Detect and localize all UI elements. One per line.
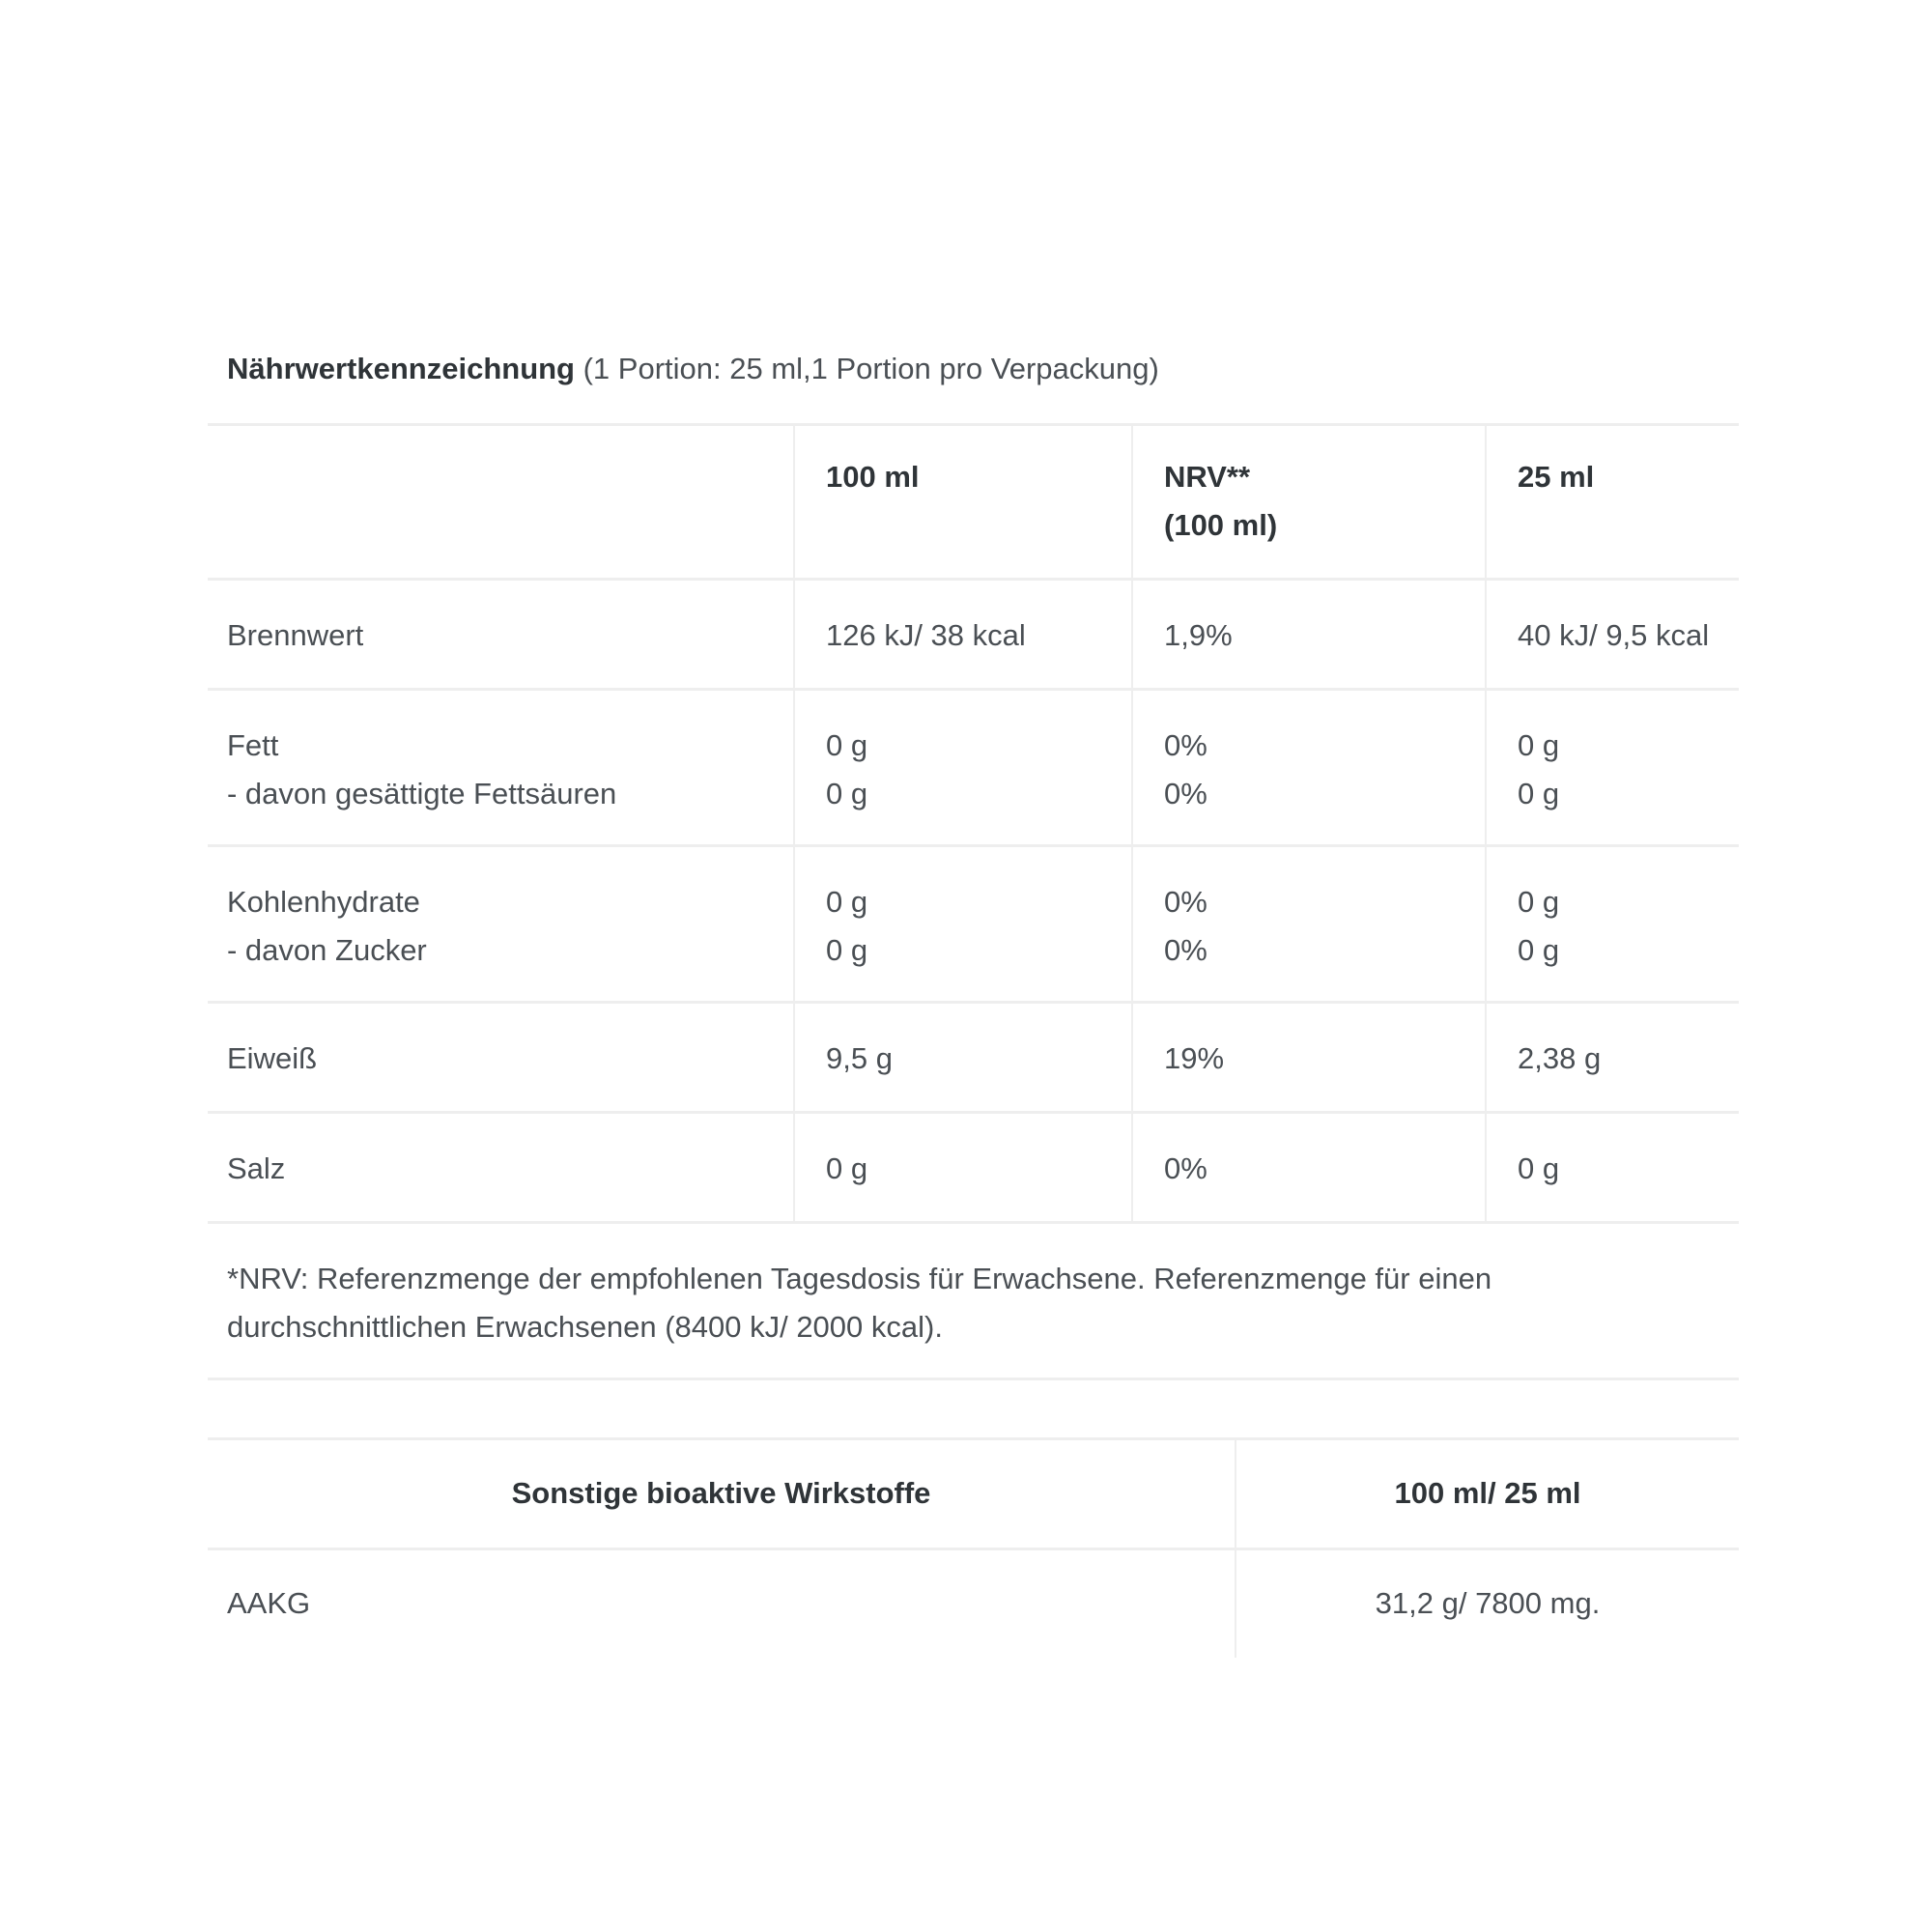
nrv-footnote: *NRV: Referenzmenge der empfohlenen Tagesdosis für Erwachsene. Referenzmenge für einen durchschnittlichen Erwachsenen (8400 kJ/ 2000 kcal). (208, 1223, 1739, 1379)
value-sub: 0% (1164, 933, 1208, 967)
value-per-25ml: 40 kJ/ 9,5 kcal (1486, 580, 1739, 690)
page-title (227, 350, 1159, 388)
value-per-100ml (794, 690, 1132, 846)
page-title-serving-info: (1 Portion: 25 ml,1 Portion pro Verpackung) (575, 352, 1159, 385)
header-per-25ml: 25 ml (1486, 425, 1739, 580)
value-main: 0 g (1518, 728, 1560, 762)
value-nrv: 19% (1132, 1003, 1486, 1113)
value-per-100ml: 0 g (794, 1113, 1132, 1223)
nutrient-name (208, 846, 794, 1003)
value-sub: 0 g (1518, 933, 1560, 967)
table-row-eiweiss (208, 1003, 1739, 1113)
page-title-bold: Nährwertkennzeichnung (227, 352, 575, 385)
header-bioactive-amount: 100 ml/ 25 ml (1236, 1439, 1739, 1549)
bioactive-value: 31,2 g/ 7800 mg. (1236, 1549, 1739, 1658)
value-per-100ml (794, 846, 1132, 1003)
value-nrv: 1,9% (1132, 580, 1486, 690)
nutrient-name-main: Fett (227, 728, 279, 762)
nutrient-name: Brennwert (208, 580, 794, 690)
header-bioactive-substances: Sonstige bioaktive Wirkstoffe (208, 1439, 1236, 1549)
header-nutrient (208, 425, 794, 580)
table-row-footnote (208, 1223, 1739, 1379)
header-nrv (1132, 425, 1486, 580)
nutrient-name (208, 690, 794, 846)
value-sub: 0 g (1518, 777, 1560, 810)
bioactive-header-row (208, 1439, 1739, 1549)
value-per-100ml: 9,5 g (794, 1003, 1132, 1113)
nutrient-name-sub: - davon gesättigte Fettsäuren (227, 777, 617, 810)
value-per-25ml: 0 g (1486, 1113, 1739, 1223)
value-per-25ml (1486, 846, 1739, 1003)
table-row-aakg (208, 1549, 1739, 1658)
nutrient-name: Salz (208, 1113, 794, 1223)
value-main: 0 g (1518, 885, 1560, 919)
value-main: 0 g (826, 728, 868, 762)
header-nrv-unit: (100 ml) (1164, 508, 1278, 542)
nutrient-name-sub: - davon Zucker (227, 933, 427, 967)
value-nrv (1132, 690, 1486, 846)
value-main: 0% (1164, 728, 1208, 762)
nutrient-name: Eiweiß (208, 1003, 794, 1113)
table-row-fett (208, 690, 1739, 846)
nutrient-name-main: Kohlenhydrate (227, 885, 420, 919)
value-main: 0 g (826, 885, 868, 919)
header-per-100ml: 100 ml (794, 425, 1132, 580)
nutrition-table (208, 423, 1739, 1380)
value-per-100ml: 126 kJ/ 38 kcal (794, 580, 1132, 690)
nutrition-header-row (208, 425, 1739, 580)
bioactive-table (208, 1437, 1739, 1658)
value-sub: 0% (1164, 777, 1208, 810)
value-sub: 0 g (826, 777, 868, 810)
header-nrv-label: NRV** (1164, 460, 1251, 494)
value-main: 0% (1164, 885, 1208, 919)
table-row-kohlenhydrate (208, 846, 1739, 1003)
bioactive-name: AAKG (227, 1586, 311, 1621)
value-nrv (1132, 846, 1486, 1003)
value-nrv: 0% (1132, 1113, 1486, 1223)
table-row-salz (208, 1113, 1739, 1223)
value-per-25ml (1486, 690, 1739, 846)
value-sub: 0 g (826, 933, 868, 967)
table-row-brennwert (208, 580, 1739, 690)
value-per-25ml: 2,38 g (1486, 1003, 1739, 1113)
